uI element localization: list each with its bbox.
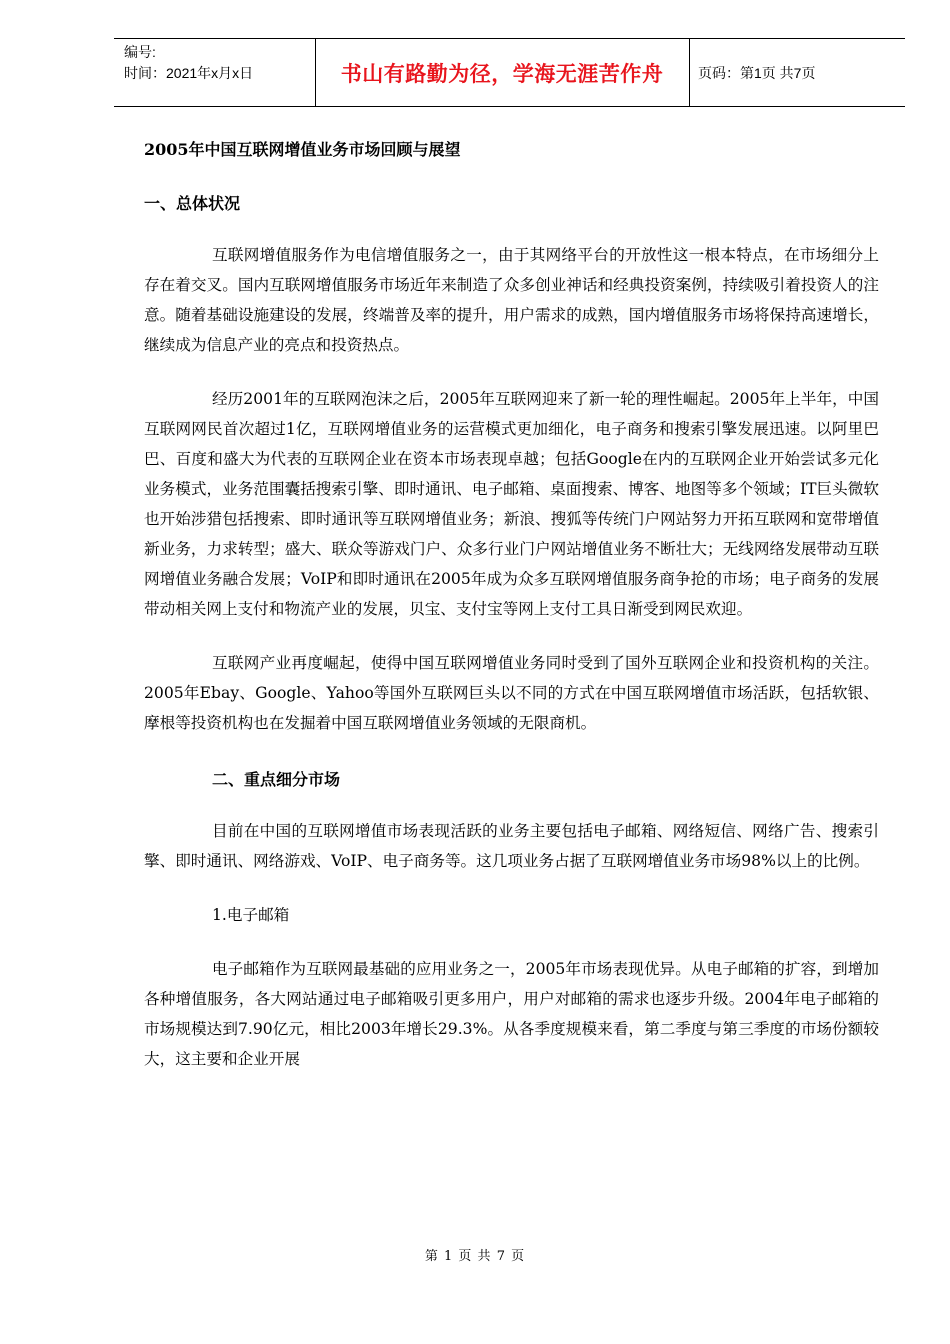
subsection-heading-email: 1.电子邮箱: [212, 906, 290, 924]
paragraph: 经历2001年的互联网泡沫之后，2005年互联网迎来了新一轮的理性崛起。2005年上半年，中国互联网网民首次超过1亿，互联网增值业务的运营模式更加细化，电子商务和搜索引擎发展迅速。以阿里巴巴、百度和盛大为代表的互联网企业在资本市场表现卓越；包括Google在内的互联网企业开始尝试多元化业务模式，业务范围囊括搜索引擎、即时通讯、电子邮箱、桌面搜索、博客、地图等多个领域；IT巨头微软也开始涉猎包括搜索、即时通讯等互联网增值业务；新浪、搜狐等传统门户网站努力开拓互联网和宽带增值新业务，力求转型；盛大、联众等游戏门户、众多行业门户网站增值业务不断壮大；无线网络发展带动互联网增值业务融合发展；VoIP和即时通讯在2005年成为众多互联网增值服务商争抢的市场；电子商务的发展带动相关网上支付和物流产业的发展，贝宝、支付宝等网上支付工具日渐受到网民欢迎。: [144, 390, 880, 618]
header-page-number: 页码：第1页 共7页: [698, 65, 816, 81]
section-heading-overview: 一、总体状况: [144, 194, 241, 213]
document-title: 2005年中国互联网增值业务市场回顾与展望: [144, 140, 461, 159]
document-time-label: 时间：2021年x月x日: [124, 65, 254, 81]
paragraph: 目前在中国的互联网增值市场表现活跃的业务主要包括电子邮箱、网络短信、网络广告、搜索引擎、即时通讯、网络游戏、VoIP、电子商务等。这几项业务占据了互联网增值业务市场98%以上的比例。: [144, 822, 879, 870]
paragraph: 互联网产业再度崛起，使得中国互联网增值业务同时受到了国外互联网企业和投资机构的关注。2005年Ebay、Google、Yahoo等国外互联网巨头以不同的方式在中国互联网增值市场活跃，包括软银、摩根等投资机构也在发掘着中国互联网增值业务领域的无限商机。: [144, 654, 879, 732]
paragraph: 互联网增值服务作为电信增值服务之一，由于其网络平台的开放性这一根本特点，在市场细分上存在着交叉。国内互联网增值服务市场近年来制造了众多创业神话和经典投资案例，持续吸引着投资人的注意。随着基础设施建设的发展，终端普及率的提升，用户需求的成熟，国内增值服务市场将保持高速增长，继续成为信息产业的亮点和投资热点。: [144, 246, 879, 354]
header-motto: 书山有路勤为径，学海无涯苦作舟: [340, 61, 664, 86]
document-id-label: 编号:: [124, 44, 156, 60]
section-heading-key-markets: 二、重点细分市场: [212, 770, 341, 789]
header-meta: [124, 42, 253, 84]
document-body: [144, 130, 879, 1074]
page-footer: 第 1 页 共 7 页: [424, 1249, 526, 1264]
paragraph: 电子邮箱作为互联网最基础的应用业务之一，2005年市场表现优异。从电子邮箱的扩容，到增加各种增值服务，各大网站通过电子邮箱吸引更多用户，用户对邮箱的需求也逐步升级。2004年电子邮箱的市场规模达到7.90亿元，相比2003年增长29.3%。从各季度规模来看，第二季度与第三季度的市场份额较大，这主要和企业开展: [144, 960, 879, 1068]
header-divider-right: [689, 38, 690, 107]
